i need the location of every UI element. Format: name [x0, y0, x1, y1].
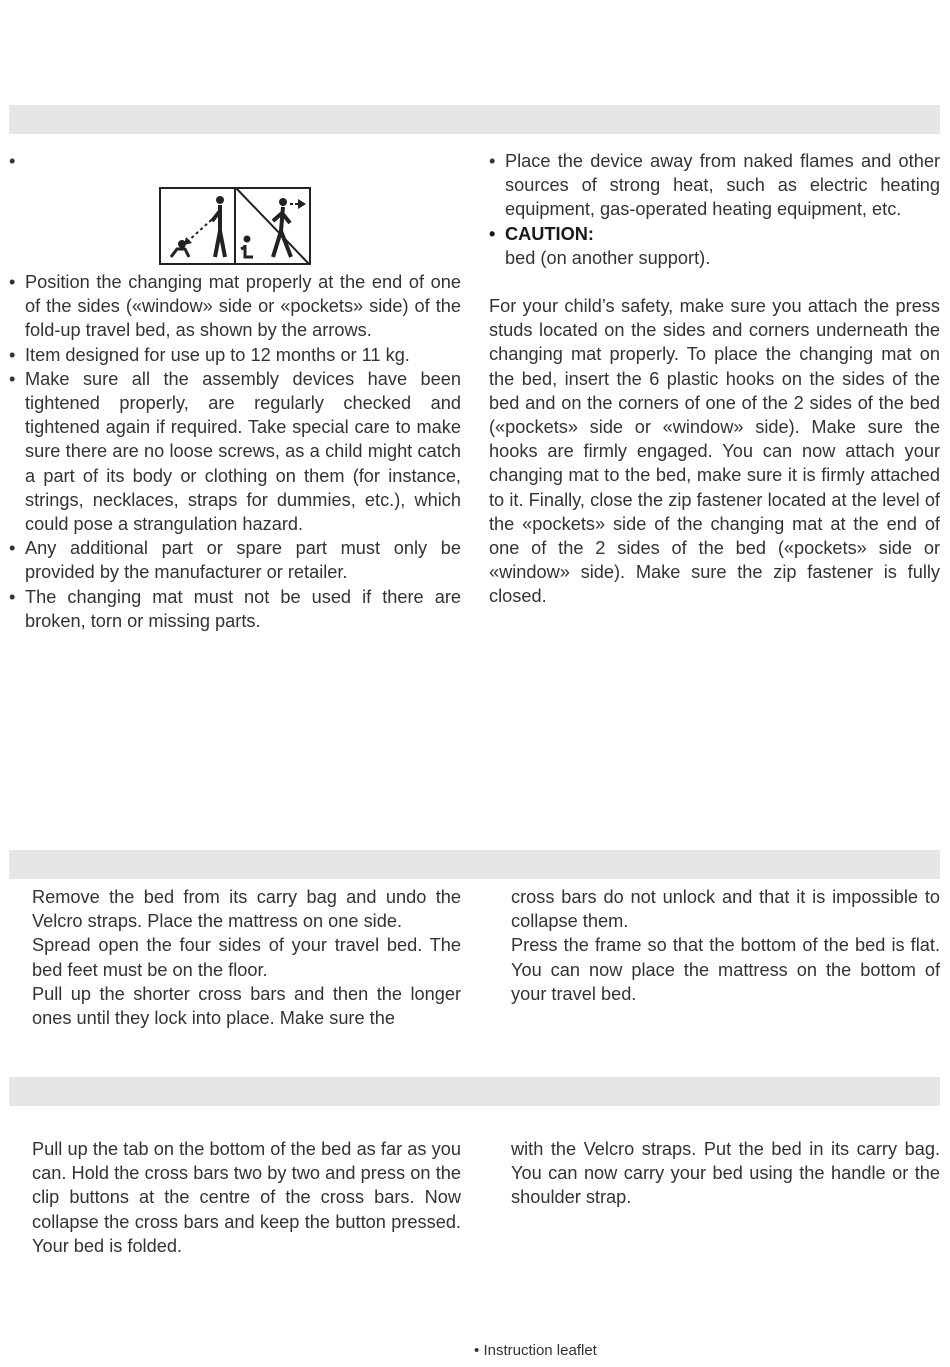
list-item: • Make sure all the assembly devices have been tightened properly, are regularly checked and tightened again if required. Take special care to make sure there are no loose screws, as a child might catch a part of its body or clothing on them (for instance, strings, necklaces, straps for dummies, etc.), which could pose a strangulation hazard. [9, 368, 461, 535]
footer-text: Instruction leaflet [483, 1342, 597, 1359]
caution-label: CAUTION: [505, 223, 594, 244]
folding-left-column [32, 1137, 461, 1258]
assembly-step: Pull up the shorter cross bars and then the longer ones until they lock into place. Make sure the [32, 983, 461, 1029]
folding-text: with the Velcro straps. Put the bed in its carry bag. You can now carry your bed using the handle or the shoulder strap. [511, 1139, 940, 1208]
assembly-step: Spread open the four sides of your travel bed. The bed feet must be on the floor. [32, 935, 461, 980]
list-item: • The changing mat must not be used if there are broken, torn or missing parts. [9, 586, 461, 631]
assembly-step: Press the frame so that the bottom of the bed is flat. You can now place the mattress on the bottom of your travel bed. [511, 935, 940, 1004]
folding-right-column [511, 1137, 940, 1210]
list-item: • CAUTION: [489, 223, 594, 244]
assembly-step: Remove the bed from its carry bag and undo the Velcro straps. Place the mattress on one side. [32, 887, 461, 932]
section-header-warnings [9, 105, 940, 134]
list-item: • Place the device away from naked flames and other sources of strong heat, such as electric heating equipment, gas-operated heating equipment, etc. [489, 151, 940, 220]
warning-pictogram-icon [159, 187, 311, 265]
assembly-left-column [32, 885, 461, 1030]
list-item: • Item designed for use up to 12 months or 11 kg. [9, 344, 410, 365]
assembly-right-column [511, 885, 940, 1006]
warnings-left-column [9, 149, 461, 173]
warnings-right-column [489, 149, 940, 609]
list-item: • Any additional part or spare part must only be provided by the manufacturer or retailer. [9, 538, 461, 583]
safety-paragraph: For your child’s safety, make sure you attach the press studs located on the sides and corners underneath the changing mat properly. To place the changing mat on the bed, insert the 6 plastic hooks on the sides of the bed and on the corners of one of the 2 sides of the bed («pockets» side or «window» side). Make sure the hooks are firmly engaged. You can now attach your changing mat to the bed, make sure it is firmly attached to it. Finally, close the zip fastener located at the level of the «pockets» side of the changing mat at the end of one of the 2 sides of the bed («pockets» side or «window» side). Make sure the zip fastener is fully closed. [489, 296, 940, 607]
footer-bullet: • [474, 1342, 480, 1359]
warnings-left-list [9, 270, 461, 633]
list-item: • [9, 151, 16, 171]
footer-list-item [474, 1341, 597, 1361]
folding-text: Pull up the tab on the bottom of the bed as far as you can. Hold the cross bars two by two and press on the clip buttons at the centre of the cross bars. Now collapse the cross bars and keep the button pressed. Your bed is folded. [32, 1139, 461, 1256]
section-header-assembly [9, 850, 940, 879]
caution-text: bed (on another support). [505, 247, 711, 268]
section-header-folding [9, 1077, 940, 1106]
assembly-step: cross bars do not unlock and that it is impossible to collapse them. [511, 887, 940, 932]
list-item: • Position the changing mat properly at the end of one of the sides («window» side or «pockets» side) of the fold-up travel bed, as shown by the arrows. [9, 272, 461, 341]
